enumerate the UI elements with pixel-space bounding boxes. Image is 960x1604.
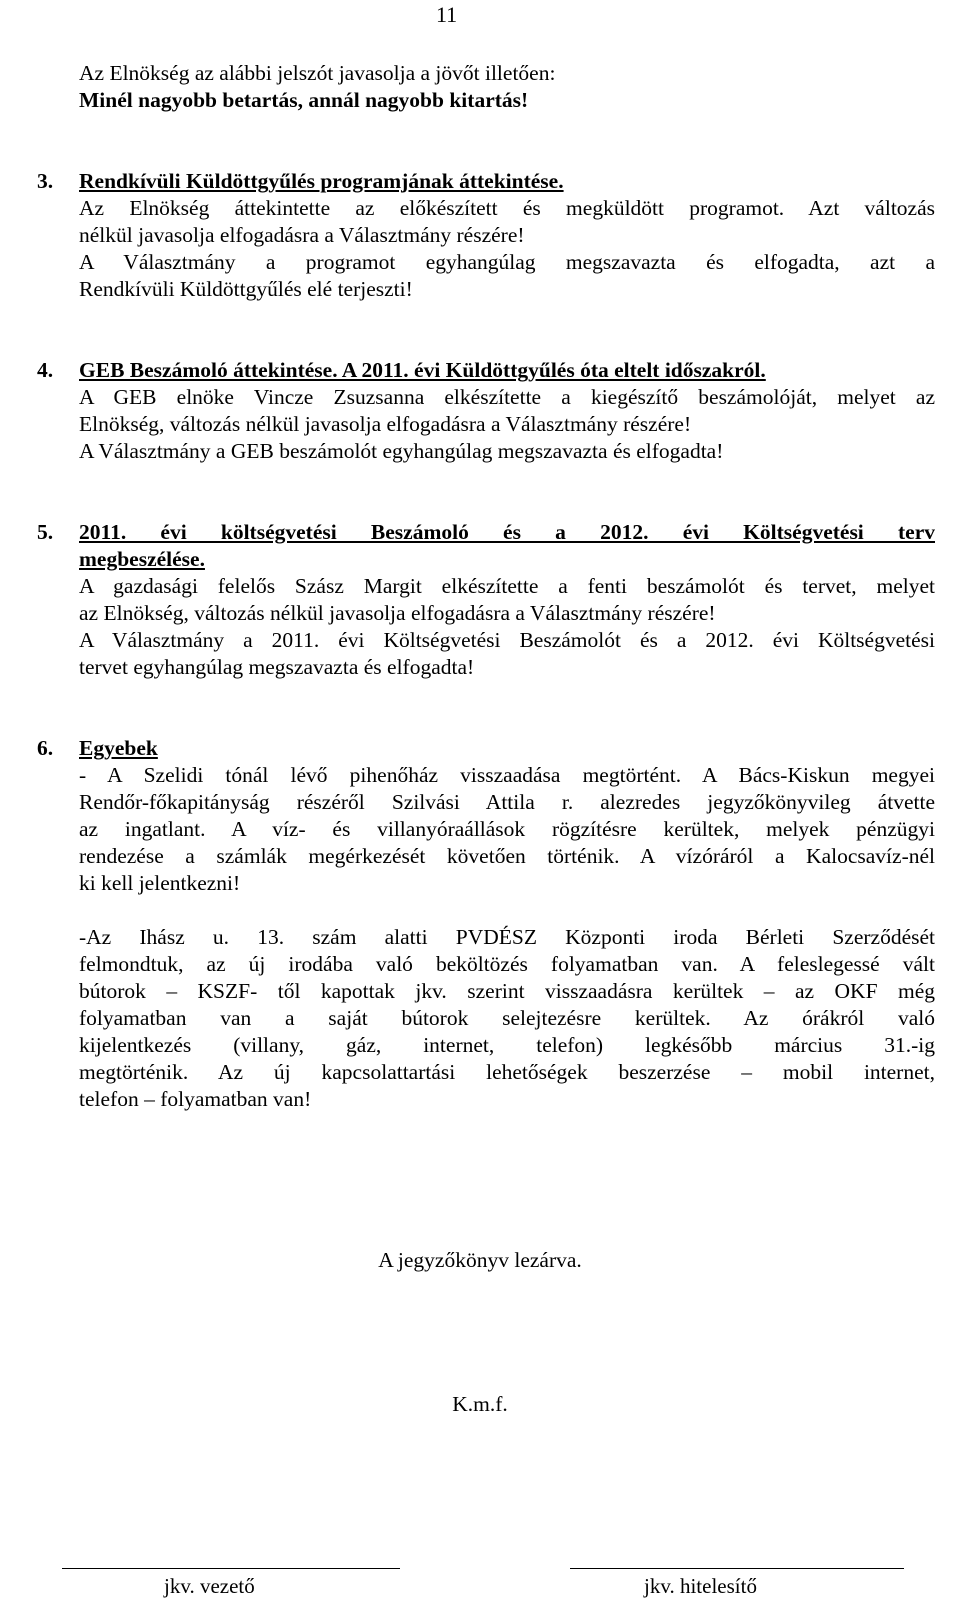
section-6-para2-line: megtörténik. Az új kapcsolattartási lehetőségek beszerzése – mobil internet, [79, 1060, 935, 1084]
section-6-para2-line: felmondtuk, az új irodába való beköltözés folyamatban van. A feleslegessé vált [79, 952, 935, 976]
signature-label-right: jkv. hitelesítő [644, 1574, 757, 1598]
kmf-label: K.m.f. [452, 1392, 508, 1416]
section-3-line: Rendkívüli Küldöttgyűlés elé terjeszti! [79, 277, 413, 301]
section-4-heading [37, 357, 935, 384]
section-5-title-line1: 2011. évi költségvetési Beszámoló és a 2012. évi Költségvetési terv [79, 520, 935, 544]
section-5-line: A Választmány a 2011. évi Költségvetési Beszámolót és a 2012. évi Költségvetési [79, 628, 935, 652]
section-3-heading [37, 168, 935, 195]
section-5-line: A gazdasági felelős Szász Margit elkészítette a fenti beszámolót és tervet, melyet [79, 574, 935, 598]
intro-line: Az Elnökség az alábbi jelszót javasolja a jövőt illetően: [79, 61, 556, 85]
section-6-para2-line: kijelentkezés (villany, gáz, internet, telefon) legkésőbb március 31.-ig [79, 1033, 935, 1057]
signature-line-left [62, 1568, 400, 1569]
page-number: 11 [436, 2, 458, 27]
section-6-number: 6. [37, 736, 54, 760]
signature-line-right [570, 1568, 904, 1569]
document-body [37, 60, 935, 1113]
section-4-line: Elnökség, változás nélkül javasolja elfogadásra a Választmány részére! [79, 412, 692, 436]
section-3-title: Rendkívüli Küldöttgyűlés programjának áttekintése. [79, 169, 564, 193]
section-5-number: 5. [37, 520, 54, 544]
section-5-line: az Elnökség, változás nélkül javasolja elfogadásra a Választmány részére! [79, 601, 716, 625]
section-4-line: A GEB elnöke Vincze Zsuzsanna elkészítette a kiegészítő beszámolóját, melyet az [79, 385, 935, 409]
section-6-title: Egyebek [79, 736, 158, 760]
closing-statement: A jegyzőkönyv lezárva. [378, 1248, 582, 1272]
section-3-line: Az Elnökség áttekintette az előkészített és megküldött programot. Azt változás [79, 196, 935, 220]
section-5-title-line2: megbeszélése. [79, 547, 205, 571]
section-6-para2-line: bútorok – KSZF- től kapottak jkv. szerint visszaadásra kerültek – az OKF még [79, 979, 935, 1003]
section-6-para1-line: rendezése a számlák megérkezését követően történik. A vízóráról a Kalocsavíz-nél [79, 844, 935, 868]
section-5-heading [37, 519, 935, 573]
section-6-para1-line: Rendőr-főkapitányság részéről Szilvási Attila r. alezredes jegyzőkönyvileg átvette [79, 790, 935, 814]
section-3-number: 3. [37, 169, 54, 193]
section-3-line: nélkül javasolja elfogadásra a Választmány részére! [79, 223, 525, 247]
section-6-heading [37, 735, 935, 762]
section-6-para1-line: az ingatlant. A víz- és villanyóraállások rögzítésre kerültek, melyek pénzügyi [79, 817, 935, 841]
section-4-number: 4. [37, 358, 54, 382]
section-5-line: tervet egyhangúlag megszavazta és elfogadta! [79, 655, 475, 679]
section-4-title: GEB Beszámoló áttekintése. A 2011. évi Küldöttgyűlés óta eltelt időszakról. [79, 358, 766, 382]
section-6-para2-line: -Az Ihász u. 13. szám alatti PVDÉSZ Központi iroda Bérleti Szerződését [79, 925, 935, 949]
section-4-line: A Választmány a GEB beszámolót egyhangúlag megszavazta és elfogadta! [79, 439, 724, 463]
section-6-para2-line: telefon – folyamatban van! [79, 1087, 312, 1111]
section-6-para1-line: ki kell jelentkezni! [79, 871, 241, 895]
section-3-line: A Választmány a programot egyhangúlag megszavazta és elfogadta, azt a [79, 250, 935, 274]
signature-label-left: jkv. vezető [164, 1574, 255, 1598]
section-6-para2-line: folyamatban van a saját bútorok selejtezésre kerültek. Az órákról való [79, 1006, 935, 1030]
intro-motto: Minél nagyobb betartás, annál nagyobb kitartás! [79, 88, 529, 112]
section-6-para1-line: - A Szelidi tónál lévő pihenőház visszaadása megtörtént. A Bács-Kiskun megyei [79, 763, 935, 787]
